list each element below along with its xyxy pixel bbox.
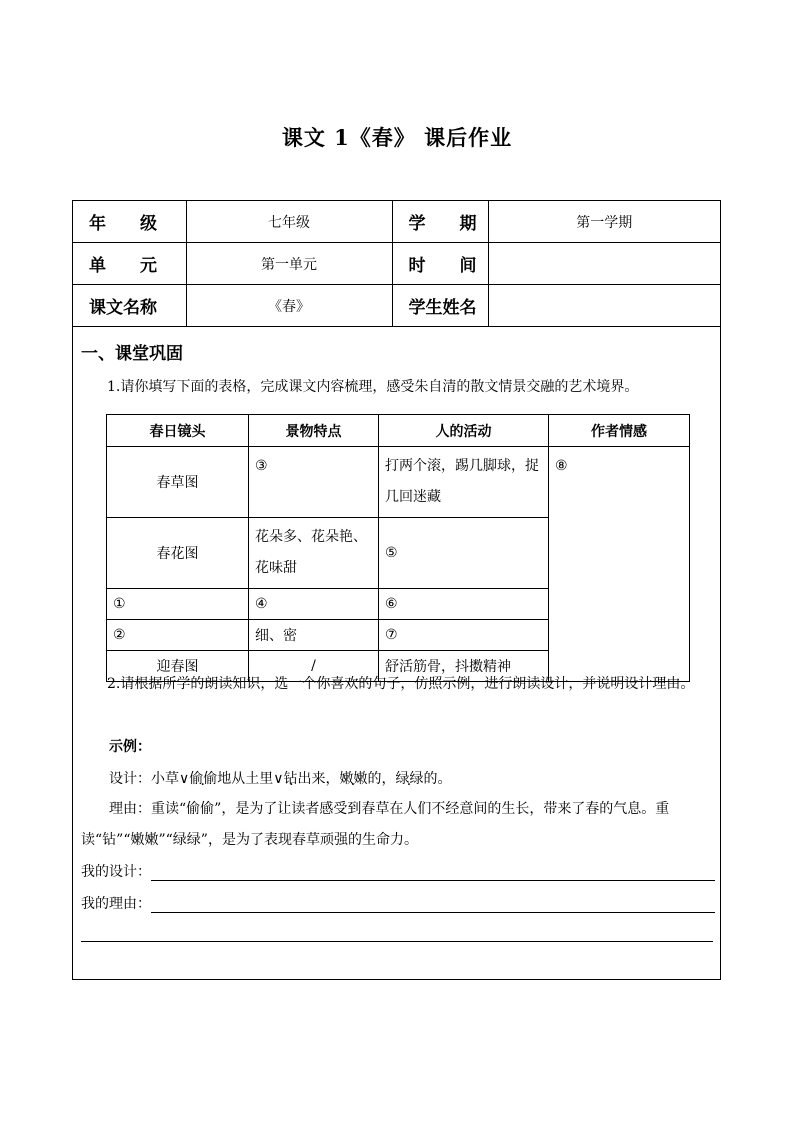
table-cell: 细、密 xyxy=(249,620,379,651)
table-header: 人的活动 xyxy=(379,415,549,447)
table-cell[interactable]: ⑤ xyxy=(379,518,549,589)
table-cell: 花朵多、花朵艳、花味甜 xyxy=(249,518,379,589)
lesson-label: 课文名称 xyxy=(73,285,186,327)
design-text: 的， xyxy=(367,771,396,787)
my-reason-input[interactable] xyxy=(151,894,715,913)
grade-value[interactable]: 七年级 xyxy=(186,201,392,243)
table-row xyxy=(107,447,690,518)
table-header: 春日镜头 xyxy=(107,415,249,447)
question-2: 2.请根据所学的朗读知识，选一个你喜欢的句子，仿照示例，进行朗读设计，并说明设计理由。 xyxy=(107,676,695,692)
table-header: 景物特点 xyxy=(249,415,379,447)
stressed-word: 绿绿 . xyxy=(396,763,424,795)
worksheet-frame xyxy=(72,200,721,980)
example-title: 示例： xyxy=(109,739,151,755)
my-design-label: 我的设计： xyxy=(81,864,151,880)
table-header: 作者情感 xyxy=(549,415,690,447)
page-title: 课文 1《春》 课后作业 xyxy=(281,125,513,150)
my-reason-label: 我的理由： xyxy=(81,896,151,912)
my-reason-input-line-2[interactable] xyxy=(81,923,713,942)
table-cell[interactable]: ⑦ xyxy=(379,620,549,651)
design-text: 地从土里∨ xyxy=(217,771,284,787)
my-design-input[interactable] xyxy=(151,862,715,881)
stressed-word: 偷偷 . xyxy=(189,763,217,795)
table-cell: 春花图 xyxy=(107,518,249,589)
student-name-field[interactable] xyxy=(488,285,720,327)
table-cell: 打两个滚，踢几脚球，捉几回迷藏 xyxy=(379,447,549,518)
design-text: 设计：小草∨ xyxy=(109,771,190,787)
example-design xyxy=(109,763,452,795)
table-cell: 迎春图 xyxy=(107,651,249,682)
section-title: 一、课堂巩固 xyxy=(81,344,183,364)
student-label: 学生姓名 xyxy=(392,285,488,327)
design-text: 出来， xyxy=(297,771,340,787)
table-cell[interactable]: ④ xyxy=(249,589,379,620)
table-cell[interactable]: ② xyxy=(107,620,249,651)
table-cell[interactable]: ⑥ xyxy=(379,589,549,620)
time-label: 时 间 xyxy=(392,243,488,285)
table-cell[interactable]: ③ xyxy=(249,447,379,518)
content-table xyxy=(106,414,690,682)
design-text: 的。 xyxy=(423,771,452,787)
example-reason: 理由：重读“偷偷”，是为了让读者感受到春草在人们不经意间的生长，带来了春的气息。重读“钻”“嫩嫩”“绿绿”，是为了表现春草顽强的生命力。 xyxy=(81,801,670,848)
unit-value[interactable]: 第一单元 xyxy=(186,243,392,285)
table-cell: 舒活筋骨，抖擞精神 xyxy=(379,651,549,682)
author-feeling-cell[interactable]: ⑧ xyxy=(549,447,690,682)
stressed-word: 钻 . xyxy=(284,763,298,795)
time-value[interactable] xyxy=(488,243,720,285)
lesson-value[interactable]: 《春》 xyxy=(186,285,392,327)
table-cell[interactable]: ① xyxy=(107,589,249,620)
unit-label: 单 元 xyxy=(73,243,186,285)
grade-label: 年 级 xyxy=(73,201,186,243)
table-cell: / xyxy=(249,651,379,682)
term-label: 学 期 xyxy=(392,201,488,243)
my-reason-row xyxy=(81,893,715,913)
stressed-word: 嫩嫩 . xyxy=(340,763,368,795)
question-1: 1.请你填写下面的表格，完成课文内容梳理，感受朱自清的散文情景交融的艺术境界。 xyxy=(107,379,639,395)
my-reason-row-2 xyxy=(81,923,713,942)
table-cell: 春草图 xyxy=(107,447,249,518)
my-design-row xyxy=(81,861,715,881)
info-table xyxy=(73,201,720,327)
term-value[interactable]: 第一学期 xyxy=(488,201,720,243)
